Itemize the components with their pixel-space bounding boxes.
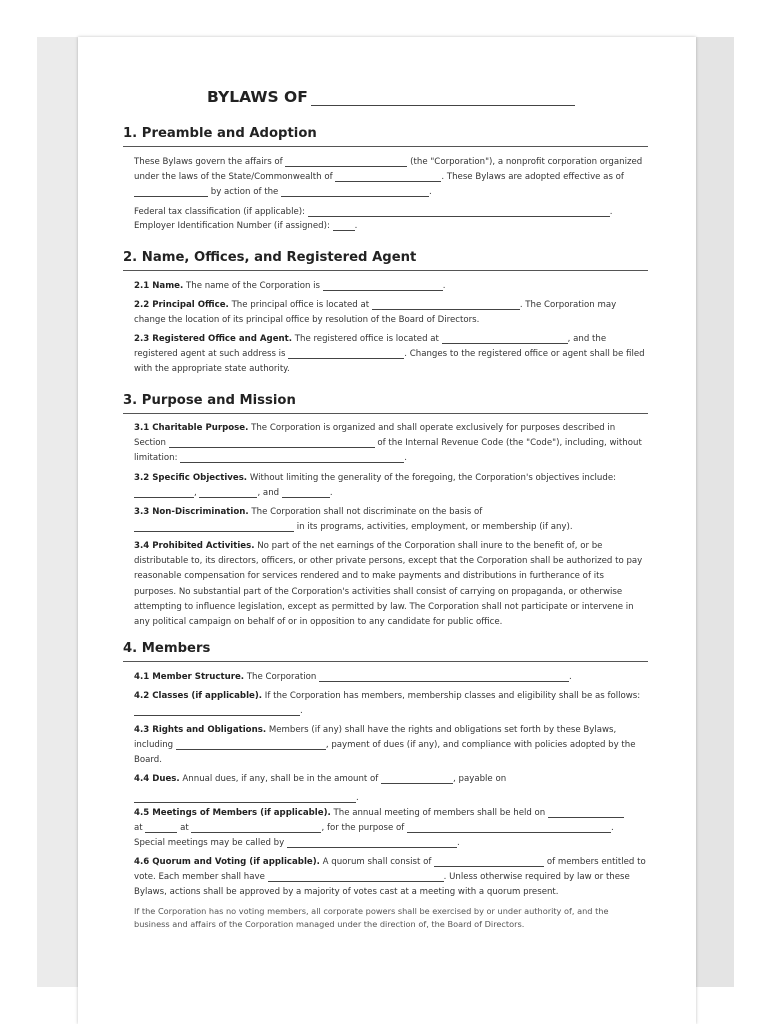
text: The principal office is located at (231, 300, 370, 310)
blank-rights[interactable] (176, 738, 326, 750)
tax-paragraph: Federal tax classification (if applicable): . Employer Identification Number (if assigned): . (134, 207, 613, 231)
para-3-4 (134, 539, 646, 630)
clause-label: 4.4 Dues. (134, 774, 180, 784)
text: Special meetings may be called by (134, 838, 285, 849)
para-2-2 (134, 298, 646, 328)
blank-name[interactable] (323, 279, 443, 291)
text: The name of the Corporation is (186, 281, 321, 291)
scrollbar-track[interactable] (696, 37, 734, 987)
para-4-6 (134, 855, 646, 901)
text: Without limiting the generality of the foregoing, the Corporation's objectives include: (249, 473, 617, 483)
clause-label: 2.1 Name. (134, 281, 184, 291)
text: . Changes to the registered office or agent shall be filed with the appropriate state authority. (134, 349, 645, 375)
text: The Corporation (246, 672, 317, 682)
board-authority-note: If the Corporation has no voting members, all corporate powers shall be exercised by or under authority of, and the business and affairs of the Corporation managed under the direction of, the Board of Directors. (134, 906, 609, 929)
clause-label: 4.2 Classes (if applicable). (134, 691, 263, 701)
text: Employer Identification Number (if assigned): (134, 221, 330, 231)
text: of the Internal Revenue Code (the "Code"), including, without limitation: (134, 438, 642, 464)
blank-quorum[interactable] (434, 855, 544, 867)
para-3-2: 3.2 Specific Objectives. Without limiting the generality of the foregoing, the Corporation's objectives include: , , and . (134, 473, 617, 499)
preamble-paragraph: These Bylaws govern the affairs of (the "Corporation"), a nonprofit corporation organized under the laws of the State/Commonwealth of . These Bylaws are adopted effective as of by action of the . (134, 157, 643, 198)
blank-special-meetings[interactable] (287, 836, 457, 848)
blank-adopting-body[interactable] (281, 185, 429, 197)
blank-code-section[interactable] (169, 436, 375, 448)
text: . The Corporation may change the location of its principal office by resolution of the Board of Directors. (134, 300, 617, 326)
blank-registered-office[interactable] (442, 332, 568, 344)
clause-label: 4.5 Meetings of Members (if applicable). (134, 808, 331, 818)
text: of members entitled to vote. Each member shall have (134, 857, 646, 883)
text: (the "Corporation"), a nonprofit corporation organized under the laws of the State/Commonwealth of (134, 157, 643, 183)
text: , for the purpose of (321, 823, 405, 834)
text: . Unless otherwise required by law or these Bylaws, actions shall be approved by a majority of votes cast at a meeting with a quorum present. (134, 872, 630, 898)
doc-title-text: BYLAWS OF (207, 88, 308, 106)
blank-objective-3[interactable] (282, 486, 330, 498)
clause-label: 3.3 Non-Discrimination. (134, 507, 249, 517)
clause-label: 3.2 Specific Objectives. (134, 473, 248, 483)
text: , payable on (453, 774, 507, 784)
clause-label: 4.3 Rights and Obligations. (134, 725, 267, 735)
clause-label: 2.3 Registered Office and Agent. (134, 334, 293, 344)
blank-objective-2[interactable] (199, 486, 257, 498)
para-3-3 (134, 505, 646, 535)
section-1-heading: 1. Preamble and Adoption (123, 126, 648, 147)
clause-label: 4.1 Member Structure. (134, 672, 245, 682)
blank-ein[interactable] (333, 219, 355, 231)
text: The annual meeting of members shall be held on (333, 808, 546, 818)
text: The Corporation shall not discriminate on the basis of (251, 507, 483, 517)
text: These Bylaws govern the affairs of (134, 157, 283, 167)
section-4-heading: 4. Members (123, 641, 648, 662)
blank-meeting-time[interactable] (145, 821, 177, 833)
section-2-heading: 2. Name, Offices, and Registered Agent (123, 250, 648, 271)
text: Annual dues, if any, shall be in the amount of (182, 774, 379, 784)
blank-dues-date[interactable] (134, 791, 356, 803)
para-4-2: 4.2 Classes (if applicable). If the Corporation has members, membership classes and eligibility shall be as follows: . (134, 691, 641, 717)
text: at (180, 823, 189, 834)
text: A quorum shall consist of (322, 857, 432, 867)
text: , and (257, 488, 280, 499)
text: If the Corporation has members, membership classes and eligibility shall be as follows: (264, 691, 641, 701)
blank-corp-name[interactable] (285, 155, 407, 167)
text: , payment of dues (if any), and compliance with policies adopted by the Board. (134, 740, 636, 766)
para-4-1: 4.1 Member Structure. The Corporation . (134, 672, 572, 682)
blank-classes[interactable] (134, 704, 300, 716)
blank-protected-classes[interactable] (134, 520, 294, 532)
blank-member-structure[interactable] (319, 670, 569, 682)
blank-objective-1[interactable] (134, 486, 194, 498)
clause-label: 4.6 Quorum and Voting (if applicable). (134, 857, 320, 867)
blank-votes-per-member[interactable] (268, 870, 444, 882)
para-2-3 (134, 332, 646, 378)
text: . These Bylaws are adopted effective as of (441, 172, 624, 183)
para-4-4: 4.4 Dues. Annual dues, if any, shall be in the amount of , payable on . (134, 774, 507, 804)
clause-label: 2.2 Principal Office. (134, 300, 229, 310)
blank-state[interactable] (335, 170, 441, 182)
blank-meeting-place[interactable] (191, 821, 321, 833)
blank-principal-office[interactable] (372, 298, 520, 310)
clause-label: 3.4 Prohibited Activities. (134, 541, 255, 551)
clause-label: 3.1 Charitable Purpose. (134, 423, 249, 433)
text: in its programs, activities, employment, or membership (if any). (296, 522, 573, 533)
section-3-heading: 3. Purpose and Mission (123, 393, 648, 414)
para-2-1: 2.1 Name. The name of the Corporation is . (134, 281, 446, 291)
blank-purposes[interactable] (180, 451, 404, 463)
document-page (78, 37, 696, 1024)
blank-meeting-date[interactable] (548, 806, 624, 818)
blank-dues-amount[interactable] (381, 772, 453, 784)
para-4-5: 4.5 Meetings of Members (if applicable). The annual meeting of members shall be held on at at , for the purpose of . Special meetings may be called by . (134, 806, 646, 852)
para-3-1: 3.1 Charitable Purpose. The Corporation is organized and shall operate exclusively for purposes described in Section of the Internal Revenue Code (the "Code"), including, without limitation: . (134, 423, 642, 464)
text: No part of the net earnings of the Corporation shall inure to the benefit of, or be distributable to, its directors, officers, or other private persons, except that the Corporation shall be authorized to pay reasonable compensation for services rendered and to make payments and distributions in furtherance of its purposes. No substantial part of the Corporation's activities shall consist of carrying on propaganda, or otherwise attempting to influence legislation, except as permitted by law. The Corporation shall not participate or intervene in any political campaign on behalf of or in opposition to any candidate for public office. (134, 541, 643, 628)
text: at (134, 823, 143, 834)
text: Members (if any) shall have the rights and obligations set forth by these Bylaws, including (134, 725, 617, 751)
text: The registered office is located at (294, 334, 439, 344)
blank-effective-date[interactable] (134, 185, 208, 197)
org-name-blank[interactable] (311, 87, 575, 106)
blank-meeting-purpose[interactable] (407, 821, 611, 833)
blank-registered-agent[interactable] (288, 347, 404, 359)
text: by action of the (210, 187, 279, 198)
para-4-3 (134, 723, 646, 769)
text: Federal tax classification (if applicable): (134, 207, 306, 217)
blank-tax-classification[interactable] (308, 205, 610, 217)
text: , and the registered agent at such address is (134, 334, 607, 360)
doc-title (207, 87, 575, 106)
text: The Corporation is organized and shall operate exclusively for purposes described in Section (134, 423, 616, 449)
